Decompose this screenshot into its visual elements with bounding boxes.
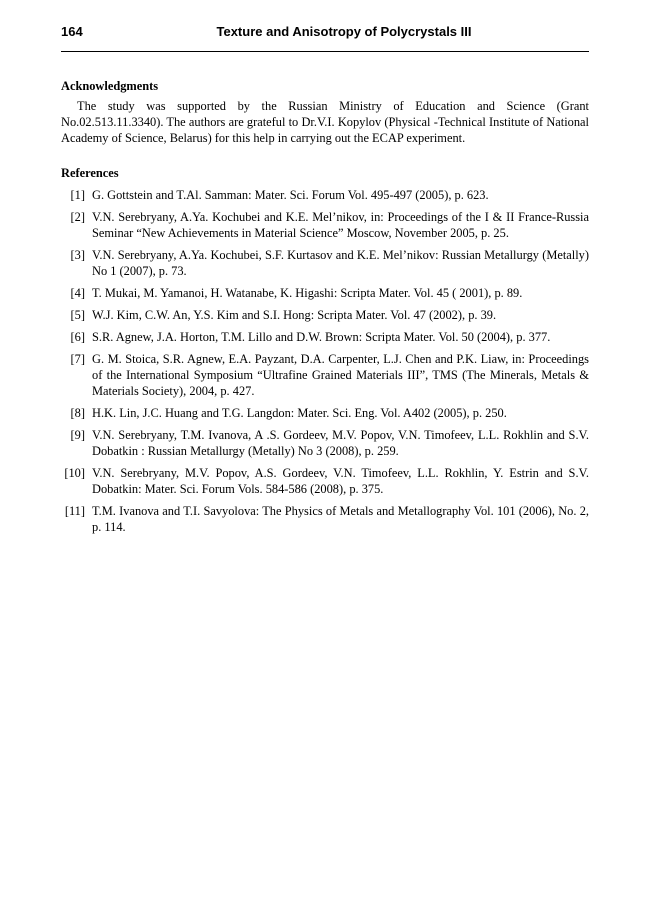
reference-text: T. Mukai, M. Yamanoi, H. Watanabe, K. Higashi: Scripta Mater. Vol. 45 ( 2001), p. 89. xyxy=(92,286,523,300)
page-header xyxy=(61,24,589,40)
reference-number: [5] xyxy=(70,308,85,322)
reference-item xyxy=(61,285,589,301)
page-number: 164 xyxy=(61,24,83,39)
reference-item xyxy=(61,351,589,399)
reference-number: [6] xyxy=(70,330,85,344)
reference-text: V.N. Serebryany, M.V. Popov, A.S. Gordeev, V.N. Timofeev, L.L. Rokhlin, Y. Estrin and S.V. Dobatkin: Mater. Sci. Forum Vols. 584-586 (2008), p. 375. xyxy=(92,466,589,496)
reference-number: [4] xyxy=(70,286,85,300)
references-heading: References xyxy=(61,166,119,180)
header-rule xyxy=(61,51,589,52)
reference-number: [8] xyxy=(70,406,85,420)
reference-text: S.R. Agnew, J.A. Horton, T.M. Lillo and D.W. Brown: Scripta Mater. Vol. 50 (2004), p. 377. xyxy=(92,330,551,344)
reference-number: [1] xyxy=(70,188,85,202)
acknowledgments-heading: Acknowledgments xyxy=(61,79,159,93)
reference-item xyxy=(61,465,589,497)
reference-number: [7] xyxy=(70,352,85,366)
reference-text: V.N. Serebryany, T.M. Ivanova, A .S. Gordeev, M.V. Popov, V.N. Timofeev, L.L. Rokhlin and S.V. Dobatkin : Russian Metallurgy (Metally) No 3 (2008), p. 259. xyxy=(92,428,589,458)
reference-number: [11] xyxy=(64,504,85,518)
reference-item xyxy=(61,427,589,459)
reference-text: W.J. Kim, C.W. An, Y.S. Kim and S.I. Hong: Scripta Mater. Vol. 47 (2002), p. 39. xyxy=(92,308,497,322)
reference-text: T.M. Ivanova and T.I. Savyolova: The Physics of Metals and Metallography Vol. 101 (2006), No. 2, p. 114. xyxy=(92,504,589,534)
page-content xyxy=(61,78,589,541)
reference-item xyxy=(61,209,589,241)
reference-text: H.K. Lin, J.C. Huang and T.G. Langdon: Mater. Sci. Eng. Vol. A402 (2005), p. 250. xyxy=(92,406,507,420)
reference-number: [3] xyxy=(70,248,85,262)
reference-text: V.N. Serebryany, A.Ya. Kochubei, S.F. Kurtasov and K.E. Mel’nikov: Russian Metallurgy (Metally) No 1 (2007), p. 73. xyxy=(92,248,589,278)
acknowledgments-text: The study was supported by the Russian Ministry of Education and Science (Grant No.02.513.11.3340). The authors are grateful to Dr.V.I. Kopylov (Physical -Technical Institute of National Academy of Science, Belarus) for this help in carrying out the ECAP experiment. xyxy=(61,99,589,145)
running-title: Texture and Anisotropy of Polycrystals III xyxy=(216,24,472,39)
reference-number: [10] xyxy=(64,466,85,480)
reference-item xyxy=(61,307,589,323)
reference-number: [9] xyxy=(70,428,85,442)
reference-item xyxy=(61,187,589,203)
reference-item xyxy=(61,405,589,421)
reference-item xyxy=(61,503,589,535)
reference-text: V.N. Serebryany, A.Ya. Kochubei and K.E. Mel’nikov, in: Proceedings of the I & II France-Russia Seminar “New Achievements in Material Science” Moscow, November 2005, p. 25. xyxy=(92,210,589,240)
references-list xyxy=(61,187,589,535)
reference-item xyxy=(61,247,589,279)
reference-number: [2] xyxy=(70,210,85,224)
reference-text: G. M. Stoica, S.R. Agnew, E.A. Payzant, D.A. Carpenter, L.J. Chen and P.K. Liaw, in: Proceedings of the International Symposium “Ultrafine Grained Materials III”, TMS (The Minerals, Metals & Materials Society), 2004, p. 427. xyxy=(92,352,589,398)
reference-text: G. Gottstein and T.Al. Samman: Mater. Sci. Forum Vol. 495-497 (2005), p. 623. xyxy=(92,188,489,202)
reference-item xyxy=(61,329,589,345)
